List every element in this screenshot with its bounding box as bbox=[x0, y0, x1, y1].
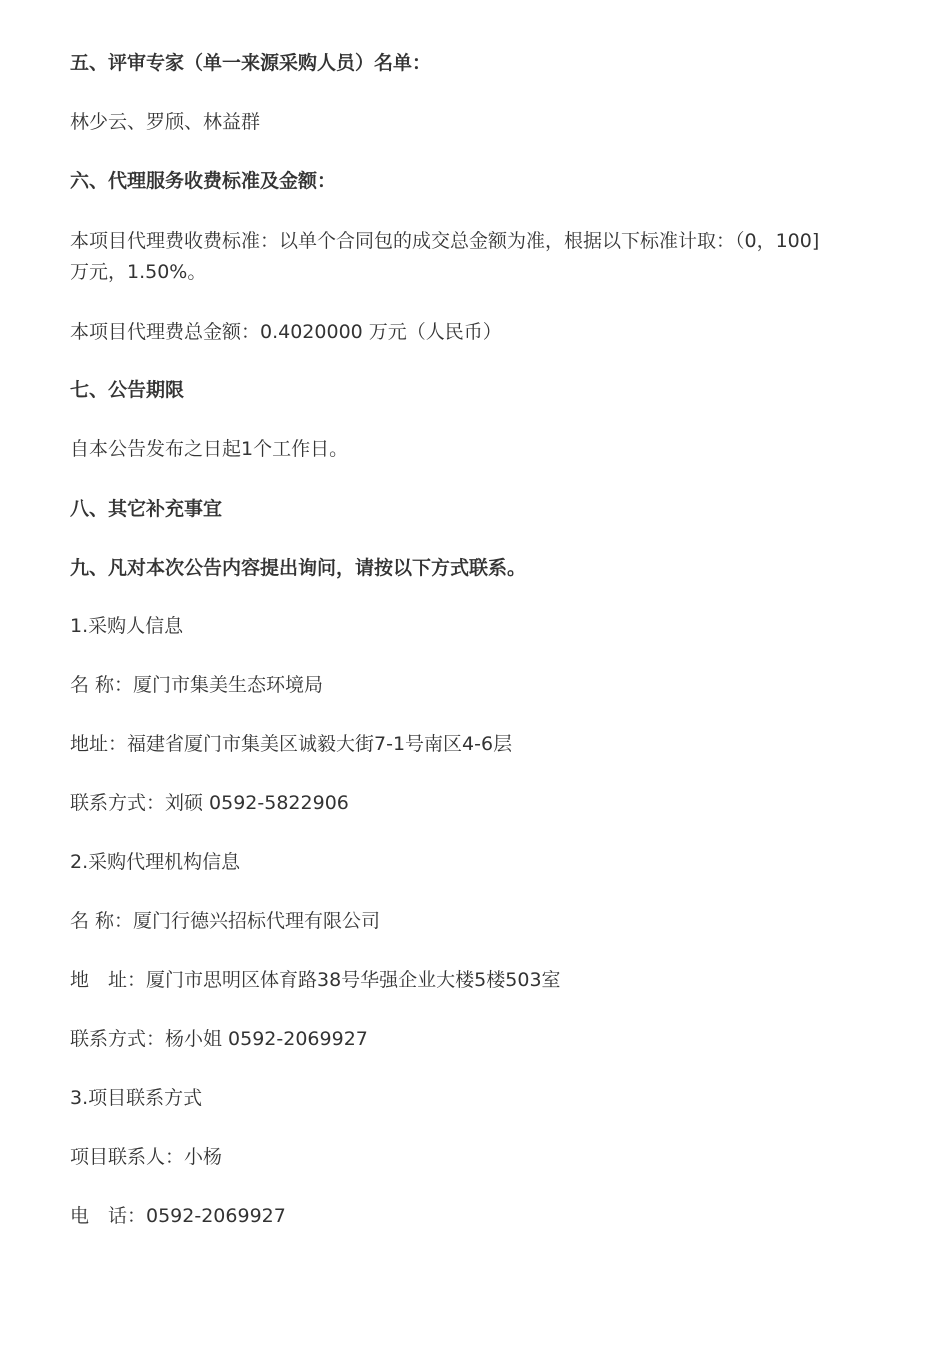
project-contact-title: 3.项目联系方式 bbox=[70, 1087, 203, 1109]
agency-name: 名 称：厦门行德兴招标代理有限公司 bbox=[70, 910, 381, 932]
section-8-heading: 八、其它补充事宜 bbox=[70, 498, 223, 520]
section-7-period: 自本公告发布之日起1个工作日。 bbox=[70, 438, 349, 460]
section-6-fee-standard-line-1: 本项目代理费收费标准：以单个合同包的成交总金额为准，根据以下标准计取：（0，100] bbox=[70, 230, 820, 252]
section-6-fee-total: 本项目代理费总金额：0.4020000 万元（人民币） bbox=[70, 321, 502, 343]
section-7-heading: 七、公告期限 bbox=[70, 379, 185, 401]
purchaser-contact: 联系方式：刘硕 0592-5822906 bbox=[70, 792, 349, 814]
section-5-expert-list: 林少云、罗颀、林益群 bbox=[70, 111, 261, 133]
section-5-heading: 五、评审专家（单一来源采购人员）名单： bbox=[70, 52, 432, 74]
section-9-heading: 九、凡对本次公告内容提出询问，请按以下方式联系。 bbox=[70, 557, 527, 579]
section-6-fee-standard-line-2: 万元，1.50%。 bbox=[70, 261, 207, 283]
purchaser-info-title: 1.采购人信息 bbox=[70, 615, 184, 637]
purchaser-name: 名 称：厦门市集美生态环境局 bbox=[70, 674, 324, 696]
section-6-heading: 六、代理服务收费标准及金额： bbox=[70, 170, 337, 192]
agency-contact: 联系方式：杨小姐 0592-2069927 bbox=[70, 1028, 368, 1050]
project-contact-phone: 电 话：0592-2069927 bbox=[70, 1205, 286, 1227]
agency-address: 地 址：厦门市思明区体育路38号华强企业大楼5楼503室 bbox=[70, 969, 561, 991]
agency-info-title: 2.采购代理机构信息 bbox=[70, 851, 241, 873]
project-contact-person: 项目联系人：小杨 bbox=[70, 1146, 223, 1168]
purchaser-address: 地址：福建省厦门市集美区诚毅大街7-1号南区4-6层 bbox=[70, 733, 513, 755]
